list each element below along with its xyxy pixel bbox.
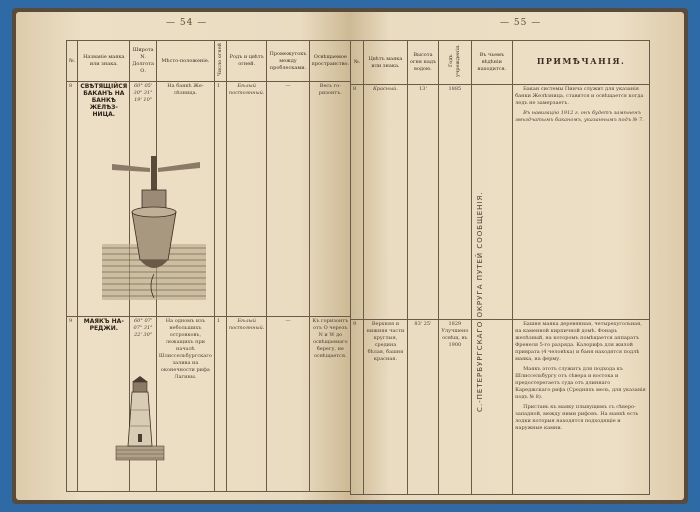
row-range: Къ горизонтъ отъ О черезъ N и W до освѣщаемаго берегу, не освѣщается. [309,317,350,492]
remark-paragraph: Башня маяка деревянная, четырехугольная, на каменной кирпичной домѣ. Фонарь желѣзный, на которомъ помѣщается аппаратъ Френеля 5-го разряда. Калорифъ для жилой приврата (4 человѣка) и баня находятся подлѣ маяка, на ферму. [515,321,642,362]
right-page [350,12,684,500]
table-header-row [351,41,650,85]
row-interval: — [267,317,309,492]
row-count: 1 [214,317,226,492]
page-number-right: — 55 — [500,18,542,28]
col-interval: Промежутокъ между проблесками. [267,41,309,82]
lighthouse-table-right [350,40,650,495]
remark-paragraph: Бакан системы Пинча служит для указанія банки Желѣзница, ставится и освѣщается когда ледъ не замерзаетъ. [515,86,644,106]
remark-paragraph: Пристань къ маяку плывущимъ съ сѣверо-западной, между ними рифовъ. На маякѣ есть лодки которыя находятся подходящіе и наружные камни. [515,404,639,431]
row-number: 9 [67,317,78,492]
table-row [351,320,650,495]
table-row [351,85,650,320]
col-count: Число огней [214,41,226,82]
col-name: Названіе маяка или знака. [78,41,130,82]
col-kind: Родъ и цвѣтъ огней. [226,41,267,82]
row-location: На банкѣ Же-лѣзница. [156,82,214,317]
col-range: Освѣщаемое пространство. [309,41,350,82]
buoy-illustration [102,152,212,302]
row-year: 1829 Улучшено освѣщ. въ 1900 [439,320,471,495]
authority-vertical-title: С.-ПЕТЕРБУРГСКАГО ОКРУГА ПУТЕЙ СООБЩЕНІЯ. [476,191,484,413]
col-color: Цвѣтъ маяка или знака. [364,41,408,85]
table-header-row [67,41,351,82]
open-book [12,8,688,504]
row-kind: Бѣлый постоянный. [226,317,267,492]
page-number-left: — 54 — [166,18,208,28]
col-year: Годъ учрежденія. [439,41,471,85]
lighthouse-name: СВѢТЯЩІЙСЯ БАКАНЪ НА БАНКѢ ЖЕЛѢЗ-НИЦА. [80,83,128,118]
col-authority: Въ чьемъ вѣдѣніи находится. [471,41,513,85]
row-light-height: 83' 25' [407,320,438,495]
row-number: 8 [67,82,78,317]
row-remarks [513,85,650,320]
col-remarks: ПРИМѢЧАНІЯ. [513,41,650,85]
remark-paragraph: Въ навигацію 1912 г. онъ будетъ замѣненъ звѣздчатымъ баканомъ, указаннымъ подъ № 7. [515,110,644,123]
row-number: 8 [351,85,364,320]
col-number: №. [351,41,364,85]
col-number: №. [67,41,78,82]
row-range: Весь го-ризонтъ. [309,82,350,317]
col-light-height: Высота огня надъ водою. [407,41,438,85]
remark-paragraph: Маякъ этотъ служитъ для подхода къ Шлиссельбургу отъ сѣвера и востока и предостерегаетъ суда отъ длиннаго Кареджскаго рифа (Средняхъ мель, для указанія подъ № 8). [515,366,646,400]
col-location: Мѣсто-положеніе. [156,41,214,82]
row-coords: 60° 05' 30" 31° 19' 10" [130,82,157,317]
row-year: 1885 [439,85,471,320]
row-count: 1 [214,82,226,317]
row-coords: 60° 07' 07" 31° 22' 30" [130,317,157,492]
row-color: Верхняя и нижняя части круглыя, средина бѣлая, башня красная. [364,320,408,495]
row-remarks [513,320,650,495]
row-color: Красный. [364,85,408,320]
row-number: 9 [351,320,364,495]
row-interval: — [267,82,309,317]
row-light-height: 13' [407,85,438,320]
row-location: На одномъ изъ небольшихъ островковъ, лежащихъ при началѣ Шлиссельбургскаго залива на оконечности рифа Лагины. [156,317,214,492]
left-page [16,12,350,500]
lighthouse-name: МАЯКЪ НА-РЕДЖИ. [83,318,124,332]
lighthouse-illustration [112,374,172,464]
col-coords: Широта N. Долгота О. [130,41,157,82]
table-row [67,317,351,492]
row-kind: Бѣлый постоянный. [226,82,267,317]
